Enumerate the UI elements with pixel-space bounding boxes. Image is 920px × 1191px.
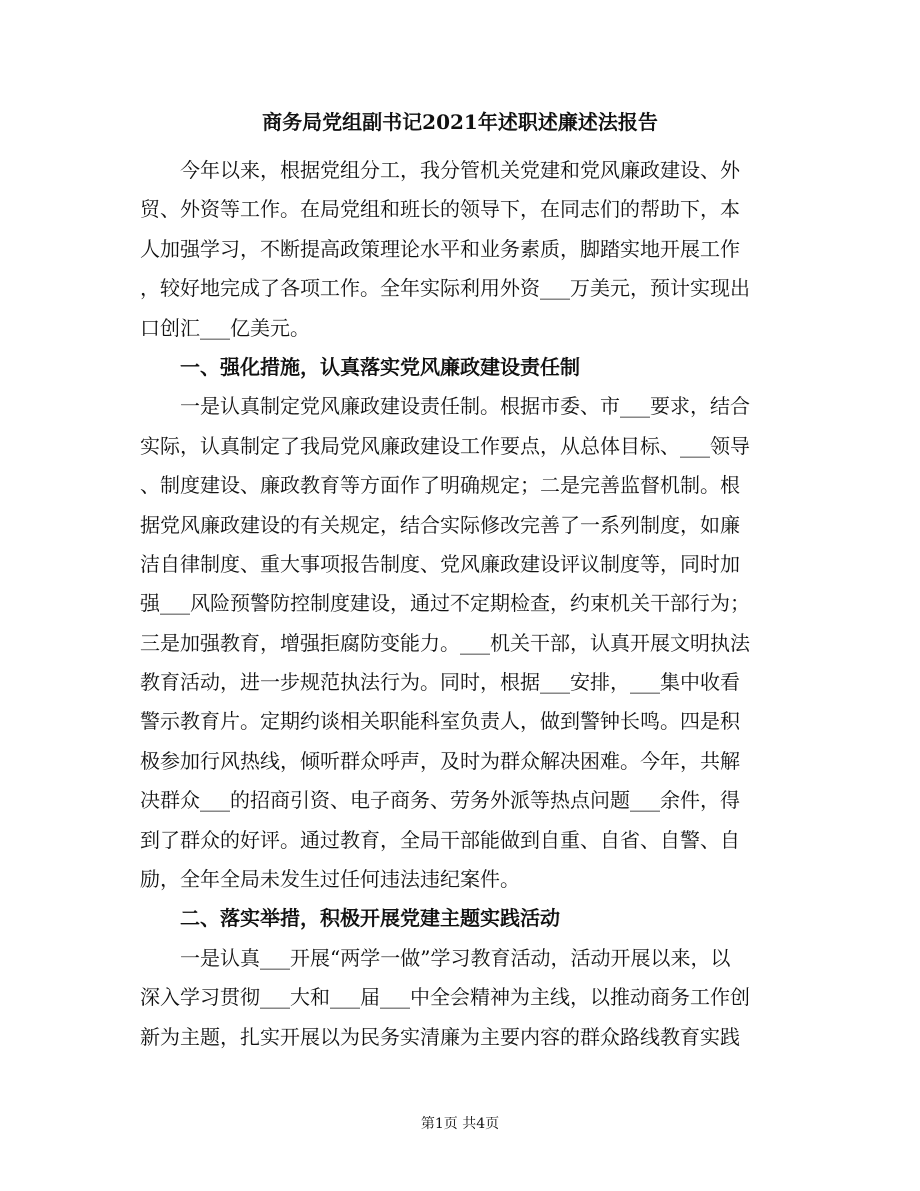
text-line: 新为主题，扎实开展以为民务实清廉为主要内容的群众路线教育实践 — [140, 1024, 740, 1049]
page-number: 第1页 共4页 — [420, 1116, 500, 1132]
text-line: 强___风险预警防控制度建设，通过不定期检查，约束机关干部行为； — [140, 591, 750, 616]
text-line: ，较好地完成了各项工作。全年实际利用外资___万美元，预计实现出 — [140, 276, 750, 301]
text-line: 决群众___的招商引资、电子商务、劳务外派等热点问题___余件，得 — [140, 788, 740, 813]
section-2-paragraph — [140, 939, 785, 1057]
text-line: 口创汇___亿美元。 — [140, 315, 310, 340]
text-line: 三是加强教育，增强拒腐防变能力。___机关干部，认真开展文明执法 — [140, 630, 750, 655]
text-line: 、制度建设、廉政教育等方面作了明确规定；二是完善监督机制。根 — [140, 473, 740, 498]
text-line: 今年以来，根据党组分工，我分管机关党建和党风廉政建设、外 — [180, 158, 740, 182]
text-line: 据党风廉政建设的有关规定，结合实际修改完善了一系列制度，如廉 — [140, 512, 740, 537]
text-line: 贸、外资等工作。在局党组和班长的领导下，在同志们的帮助下，本 — [140, 197, 740, 222]
text-line: 一是认真制定党风廉政建设责任制。根据市委、市___要求，结合 — [180, 394, 750, 419]
text-line: 极参加行风热线，倾听群众呼声，及时为群众解决困难。今年，共解 — [140, 748, 740, 773]
text-line: 警示教育片。定期约谈相关职能科室负责人，做到警钟长鸣。四是积 — [140, 709, 740, 734]
text-line: 励，全年全局未发生过任何违法违纪案件。 — [140, 867, 520, 892]
text-line: 人加强学习，不断提高政策理论水平和业务素质，脚踏实地开展工作 — [140, 236, 740, 261]
text-line: 深入学习贯彻___大和___届___中全会精神为主线，以推动商务工作创 — [140, 985, 750, 1010]
section-1-heading: 一、强化措施，认真落实党风廉政建设责任制 — [180, 354, 580, 379]
intro-paragraph — [140, 151, 785, 348]
section-1-paragraph — [140, 387, 785, 899]
document-title: 商务局党组副书记2021年述职述廉述法报告 — [262, 110, 658, 134]
text-line: 教育活动，进一步规范执法行为。同时，根据___安排，___集中收看 — [140, 670, 740, 695]
text-line: 实际，认真制定了我局党风廉政建设工作要点，从总体目标、___领导 — [140, 433, 750, 458]
text-line: 一是认真___开展“两学一做”学习教育活动，活动开展以来，以 — [180, 945, 731, 970]
text-line: 到了群众的好评。通过教育，全局干部能做到自重、自省、自警、自 — [140, 827, 740, 852]
section-2-heading: 二、落实举措，积极开展党建主题实践活动 — [180, 906, 560, 931]
document-body — [140, 151, 785, 1057]
text-line: 洁自律制度、重大事项报告制度、党风廉政建设评议制度等，同时加 — [140, 551, 740, 576]
